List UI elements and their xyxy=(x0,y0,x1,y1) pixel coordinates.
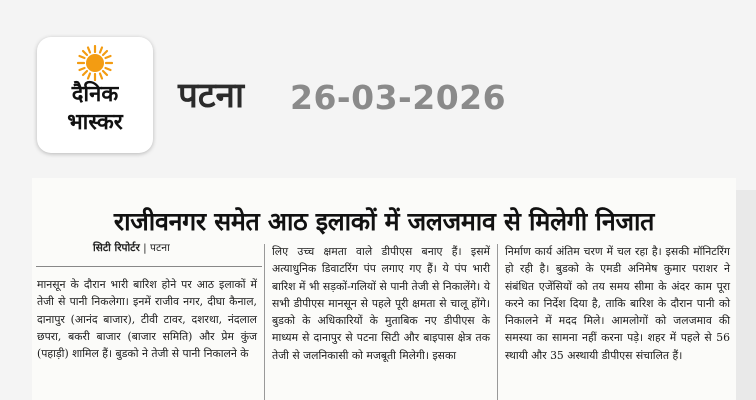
edition-date: 26-03-2026 xyxy=(290,78,507,117)
news-clipping xyxy=(32,178,736,400)
logo-text-line1: दैनिक xyxy=(71,82,119,107)
byline-place: पटना xyxy=(150,242,170,254)
byline-divider xyxy=(36,266,262,267)
article-column-3: निर्माण कार्य अंतिम चरण में चल रहा है। इसकी मॉनिटरिंग हो रही है। बुडको के एमडी अनिमेष कुमार पराशर ने संबंधित एजेंसियों को तय समय सीमा के अंदर काम पूरा करने का निर्देश दिया है, ताकि बारिश के दौरान पानी को निकालने में मदद मिले। आमलोगों को जलजमाव की समस्या का सामना नहीं करना पड़े। शहर में पहले से 56 स्थायी और 35 अस्थायी डीपीएस संचालित हैं। xyxy=(505,245,730,362)
dainik-bhaskar-logo[interactable] xyxy=(37,37,153,153)
column-divider xyxy=(264,244,265,400)
byline-name: सिटी रिपोर्टर xyxy=(93,242,140,254)
logo-text-line2: भास्कर xyxy=(67,110,123,135)
article-byline xyxy=(93,241,170,255)
article-column-2: लिए उच्च क्षमता वाले डीपीएस बनाए हैं। इसमें अत्याधुनिक डिवाटरिंग पंप लगाए गए हैं। ये पंप भारी बारिश में भी सड़कों-गलियों से पानी तेजी से निकालेंगे। ये सभी डीपीएस मानसून से पहले पूरी क्षमता से चालू होंगे। बुडको के अधिकारियों के मुताबिक नए डीपीएस के माध्यम से दानापुर से पटना सिटी और बाइपास क्षेत्र तक तेजी से जलनिकासी को मजबूती मिलेगी। इसका xyxy=(272,245,490,362)
edition-city: पटना xyxy=(178,76,245,116)
article-column-1: मानसून के दौरान भारी बारिश होने पर आठ इलाकों में तेजी से पानी निकलेगा। इनमें राजीव नगर, दीघा कैनाल, दानापुर (आनंद बाजार), टीवी टावर, दशरथा, नंदलाल छपरा, बकरी बाजार (बाजार समिति) और प्रेम कुंज (पहाड़ी) शामिल हैं। बुडको ने तेजी से पानी निकालने के xyxy=(37,278,257,361)
column-divider xyxy=(497,244,498,400)
sun-icon xyxy=(77,45,113,81)
byline-separator: | xyxy=(143,242,151,254)
header-bar xyxy=(0,0,756,178)
page-edge xyxy=(736,190,756,400)
article-headline: राजीवनगर समेत आठ इलाकों में जलजमाव से मिलेगी निजात xyxy=(113,207,655,236)
